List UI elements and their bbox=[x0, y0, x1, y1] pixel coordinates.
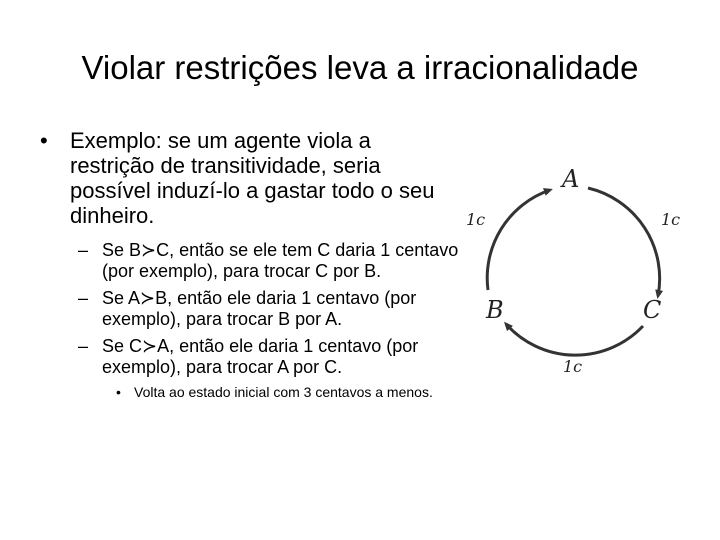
arrow-a-to-c bbox=[588, 188, 660, 296]
edge-label-left: 1c bbox=[466, 210, 486, 229]
node-a-label: A bbox=[562, 165, 580, 193]
bullet-marker: • bbox=[40, 128, 48, 153]
dash-marker: – bbox=[78, 240, 89, 260]
main-bullet bbox=[40, 128, 460, 228]
dash-marker: – bbox=[78, 288, 89, 308]
arrow-b-to-a bbox=[487, 190, 550, 290]
sub-sub-bullet-text: Volta ao estado inicial com 3 centavos a menos. bbox=[134, 384, 433, 400]
transitivity-cycle-diagram bbox=[450, 150, 700, 390]
sub-bullet-text: Se C≻A, então ele daria 1 centavo (por exemplo), para trocar A por C. bbox=[102, 336, 419, 377]
bullet-marker: • bbox=[116, 384, 121, 400]
sub-bullet-2 bbox=[40, 288, 460, 330]
edge-label-bottom: 1c bbox=[563, 357, 583, 376]
sub-bullet-3 bbox=[40, 336, 460, 378]
sub-bullet-1 bbox=[40, 240, 460, 282]
slide-title: Violar restrições leva a irracionalidade bbox=[81, 49, 639, 86]
sub-sub-bullet bbox=[40, 384, 460, 401]
sub-bullet-text: Se A≻B, então ele daria 1 centavo (por exemplo), para trocar B por A. bbox=[102, 288, 417, 329]
sub-bullet-text: Se B≻C, então se ele tem C daria 1 centavo (por exemplo), para trocar C por B. bbox=[102, 240, 459, 281]
dash-marker: – bbox=[78, 336, 89, 356]
edge-label-right: 1c bbox=[661, 210, 681, 229]
slide-body bbox=[40, 128, 460, 401]
node-c-label: C bbox=[643, 296, 662, 324]
arrow-c-to-b bbox=[506, 324, 643, 355]
node-b-label: B bbox=[486, 296, 504, 324]
main-bullet-text: Exemplo: se um agente viola a restrição de transitividade, seria possível induzí-lo a gastar todo o seu dinheiro. bbox=[70, 128, 435, 228]
